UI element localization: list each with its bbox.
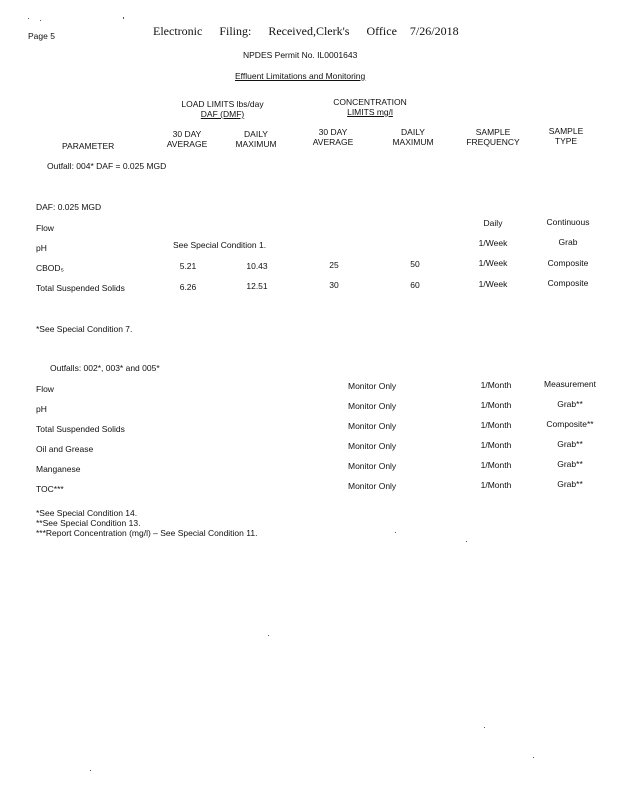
load-daily-max-header: DAILY MAXIMUM (235, 129, 277, 149)
table-row-frequency: Daily (483, 218, 503, 228)
table-row-monitor: Monitor Only (348, 401, 397, 411)
table-row-param: Total Suspended Solids (36, 424, 125, 434)
filing-date: 7/26/2018 (409, 24, 459, 38)
parameter-header: PARAMETER (62, 141, 115, 151)
load-limits-label: LOAD LIMITS lbs/day (181, 99, 264, 109)
table-row-frequency: 1/Week (478, 238, 508, 248)
load-limits-header (165, 99, 280, 119)
table-row-conc-avg: 30 (329, 280, 339, 290)
table-row-conc-max: 60 (410, 280, 420, 290)
scan-speck (533, 757, 534, 758)
table-row-load-avg: 6.26 (179, 282, 197, 292)
limits-mgl-label: LIMITS mg/l (347, 107, 393, 117)
table-row-param: Total Suspended Solids (36, 283, 125, 293)
conc-30day-avg-header: 30 DAY AVERAGE (312, 127, 354, 147)
table-row-monitor: Monitor Only (348, 381, 397, 391)
table-row-special-condition: See Special Condition 1. (173, 240, 267, 250)
scan-speck (123, 17, 124, 19)
table-row-frequency: 1/Month (480, 400, 512, 410)
sample-frequency-header: SAMPLE FREQUENCY (466, 127, 520, 147)
daf-flow-label: DAF: 0.025 MGD (36, 202, 102, 212)
table-row-monitor: Monitor Only (348, 421, 397, 431)
footnote-1: *See Special Condition 14. (36, 508, 138, 518)
scan-speck (40, 20, 41, 21)
permit-number: NPDES Permit No. IL0001643 (243, 50, 358, 60)
scan-speck (28, 18, 29, 19)
table-row-param: TOC*** (36, 484, 64, 494)
table-row-sample-type: Composite** (546, 419, 594, 429)
outfall-002-title: Outfalls: 002*, 003* and 005* (50, 363, 160, 373)
sample-type-header: SAMPLE TYPE (548, 126, 584, 146)
table-row-load-max: 12.51 (246, 281, 268, 291)
footnote-2: **See Special Condition 13. (36, 518, 141, 528)
table-row-sample-type: Grab** (557, 399, 583, 409)
table-row-sample-type: Composite (547, 258, 589, 268)
table-row-param: pH (36, 243, 47, 253)
filing-electronic: Electronic (153, 24, 203, 38)
table-row-sample-type: Grab** (557, 479, 583, 489)
concentration-label: CONCENTRATION (333, 97, 407, 107)
table-row-param: pH (36, 404, 47, 414)
table-row-frequency: 1/Month (480, 380, 512, 390)
table-row-sample-type: Grab** (557, 439, 583, 449)
table-row-frequency: 1/Week (478, 258, 508, 268)
conc-daily-max-header: DAILY MAXIMUM (392, 127, 434, 147)
table-row-frequency: 1/Month (480, 420, 512, 430)
scan-speck (268, 635, 269, 636)
table-row-conc-max: 50 (410, 259, 420, 269)
table-row-param: CBOD₅ (36, 263, 64, 273)
table-row-param: Oil and Grease (36, 444, 94, 454)
table-row-monitor: Monitor Only (348, 461, 397, 471)
filing-stamp (153, 24, 459, 39)
outfall-004-title: Outfall: 004* DAF = 0.025 MGD (47, 161, 167, 171)
table-row-frequency: 1/Week (478, 279, 508, 289)
filing-label: Filing: (219, 24, 252, 38)
table-row-load-avg: 5.21 (179, 261, 197, 271)
table-row-sample-type: Continuous (546, 217, 590, 227)
scan-speck (484, 727, 485, 728)
table-row-frequency: 1/Month (480, 460, 512, 470)
page-number: Page 5 (28, 31, 55, 41)
filing-received: Received,Clerk's (268, 24, 350, 38)
table-row-frequency: 1/Month (480, 480, 512, 490)
table-row-monitor: Monitor Only (348, 481, 397, 491)
table-row-sample-type: Grab (558, 237, 578, 247)
table-row-sample-type: Composite (547, 278, 589, 288)
table-row-param: Flow (36, 223, 54, 233)
daf-dmf-label: DAF (DMF) (200, 109, 245, 119)
filing-office: Office (366, 24, 397, 38)
scan-speck (466, 541, 467, 542)
scan-speck (395, 532, 396, 533)
table-row-param: Manganese (36, 464, 81, 474)
scan-speck (90, 770, 91, 771)
table-row-load-max: 10.43 (246, 261, 268, 271)
concentration-header (315, 97, 425, 117)
table-row-sample-type: Measurement (544, 379, 596, 389)
table-row-frequency: 1/Month (480, 440, 512, 450)
table-row-monitor: Monitor Only (348, 441, 397, 451)
outfall-004-footnote: *See Special Condition 7. (36, 324, 133, 334)
table-row-sample-type: Grab** (557, 459, 583, 469)
table-row-param: Flow (36, 384, 54, 394)
footnote-3: ***Report Concentration (mg/l) – See Special Condition 11. (36, 528, 258, 538)
document-title: Effluent Limitations and Monitoring (235, 71, 366, 81)
table-row-conc-avg: 25 (329, 260, 339, 270)
load-30day-avg-header: 30 DAY AVERAGE (166, 129, 208, 149)
